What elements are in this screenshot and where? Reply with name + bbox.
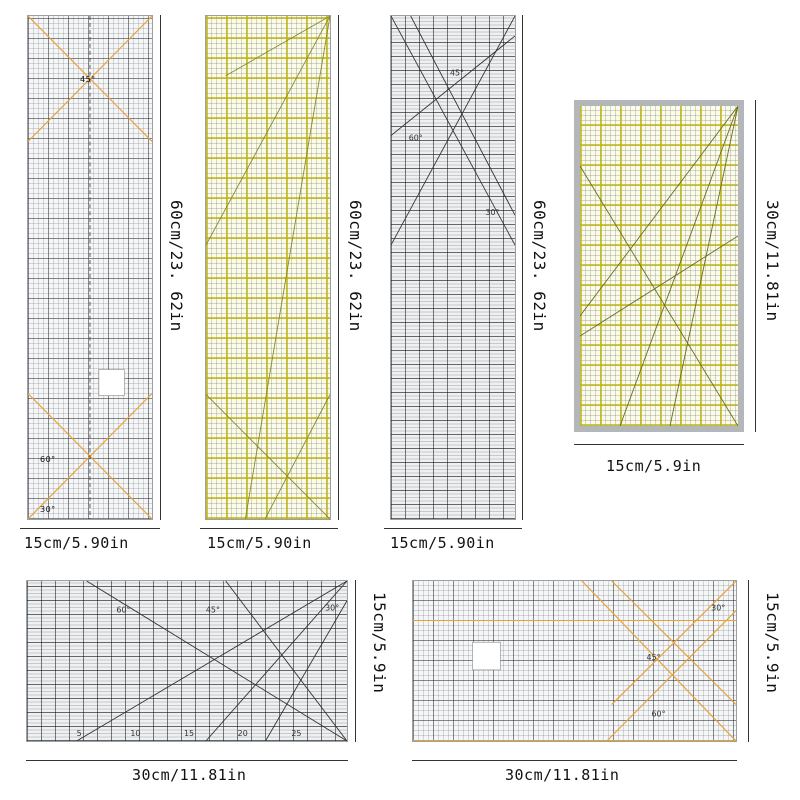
ruler-5-angle-30: 30° <box>325 603 340 613</box>
ruler-3-angle-60: 60° <box>408 133 423 143</box>
ruler-5-diagonals <box>27 581 347 741</box>
ruler-1-diagonals <box>28 16 152 519</box>
ruler-5-width-label: 30cm/11.81in <box>132 766 247 784</box>
ruler-30x15-orange <box>412 580 737 742</box>
ruler-6-length-dimension-line <box>748 580 749 742</box>
ruler-2-length-label: 60cm/23. 62in <box>346 200 365 332</box>
ruler-1-angle-45: 45° <box>80 75 96 84</box>
ruler-5-angle-60: 60° <box>116 605 131 615</box>
ruler-5-angle-45: 45° <box>205 605 220 615</box>
ruler-6-width-dimension-line <box>412 760 737 761</box>
ruler-3-width-label: 15cm/5.90in <box>390 534 495 552</box>
ruler-5-scale-25: 25 <box>291 729 302 739</box>
ruler-1-angle-30: 30° <box>40 505 56 514</box>
ruler-1-angle-60: 60° <box>40 455 56 464</box>
ruler-6-angle-30: 30° <box>711 603 726 613</box>
ruler-5-width-dimension-line <box>26 760 348 761</box>
ruler-5-length-label: 15cm/5.9in <box>370 592 389 694</box>
ruler-4-width-dimension-line <box>574 444 744 445</box>
ruler-3-length-label: 60cm/23. 62in <box>530 200 549 332</box>
ruler-3-length-dimension-line <box>522 15 523 520</box>
ruler-30x15-yellow <box>574 100 744 432</box>
ruler-3-angle-30: 30° <box>485 208 500 218</box>
ruler-6-angle-45: 45° <box>646 653 661 663</box>
ruler-1-width-dimension-line <box>20 528 160 529</box>
ruler-1-length-dimension-line <box>160 15 161 520</box>
ruler-2-width-dimension-line <box>200 528 338 529</box>
ruler-6-angle-60: 60° <box>651 709 666 719</box>
ruler-3-width-dimension-line <box>384 528 522 529</box>
ruler-60x15-black <box>390 15 516 520</box>
ruler-5-length-dimension-line <box>355 580 356 742</box>
ruler-2-length-dimension-line <box>338 15 339 520</box>
ruler-5-scale-20: 20 <box>237 729 248 739</box>
ruler-5-scale-15: 15 <box>184 729 195 739</box>
ruler-6-width-label: 30cm/11.81in <box>505 766 620 784</box>
ruler-4-width-label: 15cm/5.9in <box>606 457 702 475</box>
ruler-6-length-label: 15cm/5.9in <box>763 592 782 694</box>
ruler-2-diagonals <box>206 16 330 519</box>
ruler-4-length-dimension-line <box>755 100 756 432</box>
ruler-1-width-label: 15cm/5.90in <box>24 534 129 552</box>
ruler-6-diagonals <box>413 581 736 741</box>
ruler-3-angle-45: 45° <box>450 68 464 78</box>
ruler-4-diagonals <box>580 106 738 426</box>
ruler-30x15-black <box>26 580 348 742</box>
ruler-5-scale-10: 10 <box>130 729 141 739</box>
ruler-4-length-label: 30cm/11.81in <box>763 200 782 322</box>
ruler-3-diagonals <box>391 16 515 519</box>
ruler-60x15-orange <box>27 15 153 520</box>
ruler-2-width-label: 15cm/5.90in <box>207 534 312 552</box>
ruler-60x15-yellow <box>205 15 331 520</box>
ruler-1-length-label: 60cm/23. 62in <box>167 200 186 332</box>
ruler-5-scale-5: 5 <box>76 729 82 739</box>
